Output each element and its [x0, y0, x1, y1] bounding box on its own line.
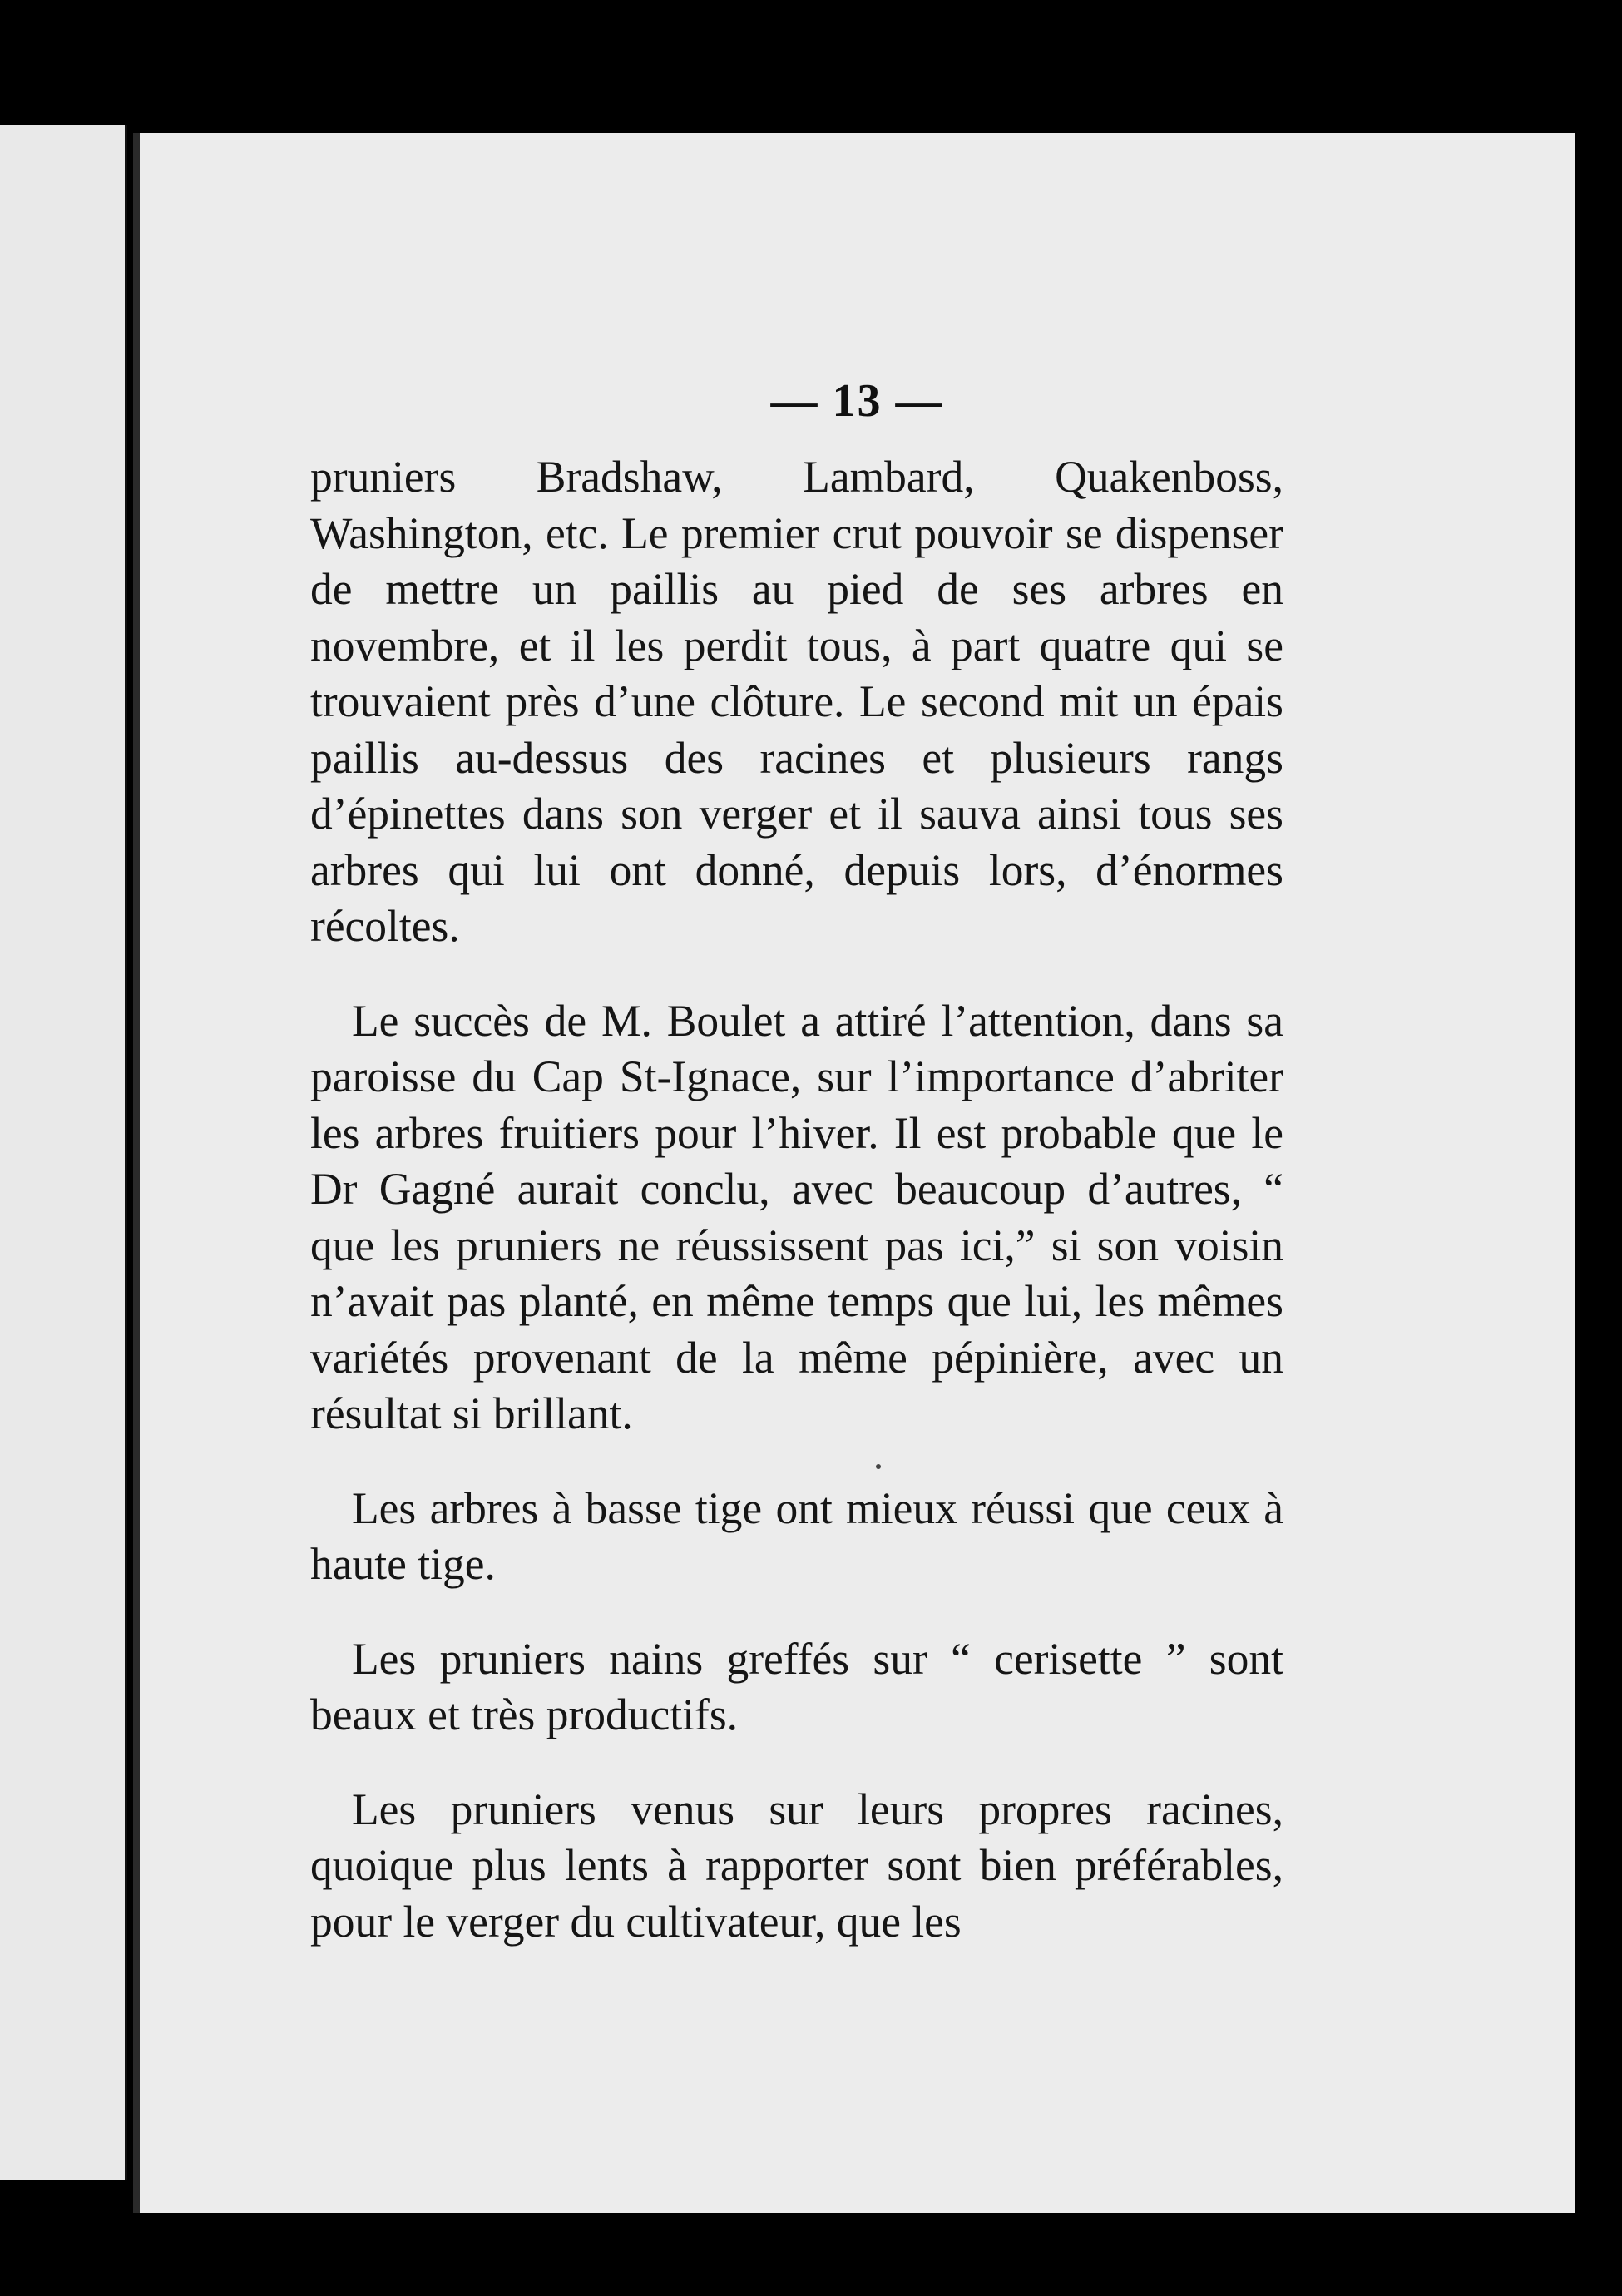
paragraph-1: pruniers Bradshaw, Lambard, Quakenboss, Washington, etc. Le premier crut pouvoir se dispenser de mettre un paillis au pied de ses arbres en novembre, et il les perdit tous, à part quatre qui se trouvaient près d’une clôture. Le second mit un épais paillis au-dessus des racines et plusieurs rangs d’épinettes dans son verger et il sauva ainsi tous ses arbres qui lui ont donné, depuis lors, d’énormes récoltes. — [310, 452, 1283, 951]
paragraph-2: Le succès de M. Boulet a attiré l’attention, dans sa paroisse du Cap St-Ignace, sur l’importance d’abriter les arbres fruitiers pour l’hiver. Il est probable que le Dr Gagné aurait conclu, avec beaucoup d’autres, “ que les pruniers ne réussissent pas ici,” si son voisin n’avait pas planté, en même temps que lui, les mêmes variétés provenant de la même pépinière, avec un résultat si brillant. — [310, 995, 1283, 1438]
book-page — [133, 133, 1575, 2213]
paragraph-5: Les pruniers venus sur leurs propres racines, quoique plus lents à rapporter sont bien préférables, pour le verger du cultivateur, que les — [310, 1784, 1283, 1947]
paragraph-3: Les arbres à basse tige ont mieux réussi que ceux à haute tige. — [310, 1482, 1283, 1589]
facing-page-edge — [0, 125, 127, 2180]
paragraph-4: Les pruniers nains greffés sur “ cerisette ” sont beaux et très productifs. — [310, 1633, 1283, 1739]
page-number: — 13 — — [770, 375, 944, 427]
body-text — [310, 449, 1283, 1988]
print-speck — [876, 1464, 881, 1469]
